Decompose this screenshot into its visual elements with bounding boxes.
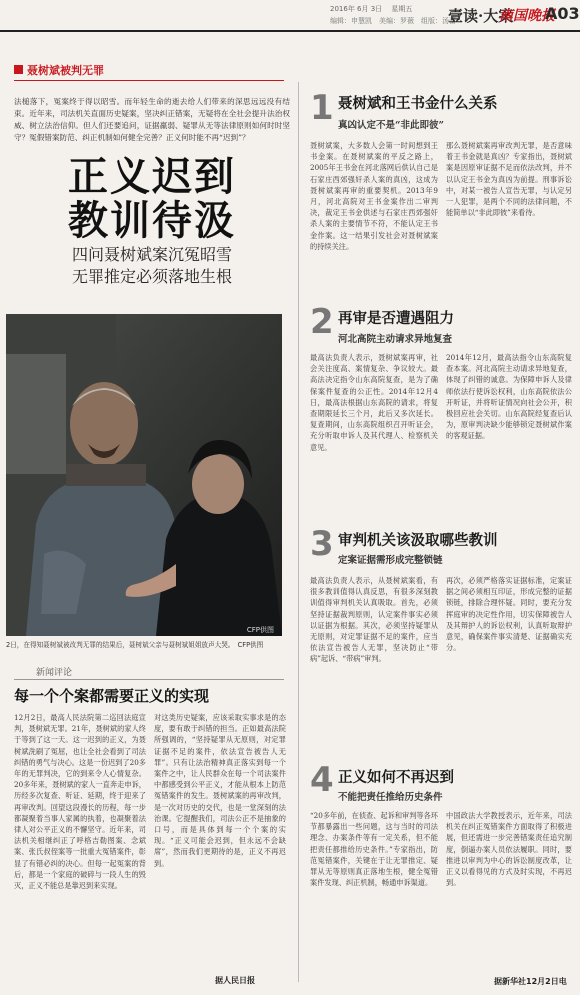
sub-headline bbox=[0, 244, 304, 288]
section-name: 壹读·大案 bbox=[448, 7, 514, 25]
section-4-column-2: 中国政法大学教授表示，近年来，司法机关在纠正冤错案件方面取得了积极进展，但还需进一步完善错案责任追究制度，倒逼办案人员依法履职。同时，要推进以审判为中心的诉讼制度改革，让正义以看得见的方式及时实现，不再迟到。 bbox=[446, 811, 572, 888]
commentary-tag bbox=[14, 665, 284, 680]
column-divider bbox=[298, 82, 299, 982]
topic-square-icon bbox=[14, 65, 23, 74]
section-4-title: 正义如何不再迟到 bbox=[338, 769, 454, 786]
editor-credits: 编辑：申慧凯 美编：罗薇 组版：汤蕾 bbox=[330, 17, 456, 25]
section-2-title: 再审是否遭遇阻力 bbox=[338, 310, 454, 327]
section-4-source: 据新华社12月2日电 bbox=[494, 977, 567, 986]
headline-line-2: 教训待汲 bbox=[68, 197, 236, 244]
section-3-number: 3 bbox=[310, 524, 334, 564]
topic-label: 聂树斌被判无罪 bbox=[27, 64, 104, 77]
commentary-source: 据人民日报 bbox=[215, 976, 255, 985]
section-2-number: 2 bbox=[310, 302, 334, 342]
section-2-subtitle: 河北高院主动请求异地复查 bbox=[338, 334, 453, 345]
news-photo bbox=[6, 314, 282, 636]
section-3-column-2: 再次，必须严格落实证据标准，定案证据之间必须相互印证，形成完整的证据锁链，排除合理怀疑。同时，要充分发挥庭审的决定性作用，切实保障被告人及其辩护人的诉讼权利，认真听取辩护意见，确保案件事实清楚、证据确实充分。 bbox=[446, 576, 572, 653]
commentary-column-2: 对这类历史疑案，应该采取实事求是的态度，要有敢于纠错的担当。正如最高法院所强调的，“坚持疑罪从无原则，对定罪证据不足的案件，依法宣告被告人无罪”。只有让法治精神真正落实到每一个案件之中，让人民群众在每一个司法案件中都感受到公平正义，才能从根本上防范冤错案件的发生。聂树斌案的再审改判，是一次对历史的交代，也是一堂深刻的法治课。它提醒我们，司法公正不是抽象的口号，而是具体到每一个个案的实现。“正义可能会迟到，但永远不会缺席”，然而我们更期待的是，正义不再迟到。 bbox=[154, 713, 286, 868]
section-1-number: 1 bbox=[310, 88, 334, 128]
lead-paragraph: 法槌落下，冤案终于得以昭雪。而年轻生命的逝去给人们带来的深思远远没有结束。近年来，司法机关直面历史疑案，坚决纠正错案，无疑将在全社会提升法治权威、树立法治信仰。但人们还要追问，证据羸弱、疑罪从无等法律原则如何时时坚守？冤假错案防范、纠正机制如何健全完善？正义何时能不再“迟到”？ bbox=[14, 97, 290, 142]
photo-caption: 2日，在得知聂树斌被改判无罪的结果后，聂树斌父亲与聂树斌姐姐放声大哭。 CFP供图 bbox=[6, 641, 264, 649]
section-4-subtitle: 不能把责任推给历史条件 bbox=[338, 792, 443, 803]
commentary-title: 每一个个案都需要正义的实现 bbox=[14, 687, 210, 705]
section-1-subtitle: 真凶认定不是“非此即彼” bbox=[338, 120, 444, 131]
commentary-tag-label: 新闻评论 bbox=[36, 668, 73, 678]
commentary-column-1: 12月2日，最高人民法院第二巡回法庭宣判，聂树斌无罪。21年，聂树斌的家人终于等到了这一天。这一迟到的正义，为聂树斌洗刷了冤屈，也让全社会看到了司法纠错的勇气与决心。这是一份迟到了20多年的无罪判决，它的到来令人心情复杂。20多年来，聂树斌的家人一直奔走申诉，历经多次复查、听证、延期，终于迎来了再审改判。回望这段漫长的历程，每一步都凝聚着当事人家属的执着，也凝聚着法律人对公平正义的不懈坚守。近年来，司法机关相继纠正了呼格吉勒图案、念斌案、张氏叔侄案等一批重大冤错案件，彰显了有错必纠的决心。但每一起冤案的背后，都是一个家庭的破碎与一段人生的毁灭，正义不能总是靠迟到来实现。 bbox=[14, 713, 146, 891]
section-3-subtitle: 定案证据需形成完整锁链 bbox=[338, 555, 443, 566]
newspaper-logo: 南国晚报 bbox=[499, 8, 555, 24]
section-4-number: 4 bbox=[310, 760, 334, 800]
photo-credit: CFP供图 bbox=[246, 626, 274, 634]
topic-bar bbox=[14, 62, 284, 81]
section-4-column-1: “20多年前，在侦查、起诉和审判等各环节都暴露出一些问题，这与当时的司法理念、办案条件等有一定关系，但不能把责任都推给历史条件。”专家指出，防范冤错案件，关键在于让无罪推定、疑罪从无等原则真正落地生根，健全冤错案件发现、纠正机制，畅通申诉渠道。 bbox=[310, 811, 438, 888]
subheadline-line-1: 四问聂树斌案沉冤昭雪 bbox=[71, 245, 232, 264]
section-3-column-1: 最高法负责人表示，从聂树斌案看，有很多教训值得认真反思，有很多深刻教训值得审判机关认真吸取。首先，必须坚持证据裁判原则，认定案件事实必须以证据为根据。其次，必须坚持疑罪从无原则，对定罪证据不足的案件，应当依法宣告被告人无罪，坚决防止“带病”起诉、“带病”审判。 bbox=[310, 576, 438, 664]
masthead bbox=[0, 0, 580, 32]
photo-illustration bbox=[6, 314, 282, 636]
section-2-column-1: 最高法负责人表示，聂树斌案再审，社会关注度高、案情复杂、争议较大。最高法决定指令山东高院复查，是为了确保案件复查的公正性。2014年12月4日，最高法根据山东高院的请求，将复查期限延长三个月，此后又多次延长。复查期间，山东高院组织召开听证会，充分听取申诉人及其代理人、检察机关意见。 bbox=[310, 353, 438, 452]
section-1-column-1: 聂树斌案，大多数人会第一时间想到王书金案。在聂树斌案的平反之路上，2005年王书金在河北落网后供认自己是石家庄西郊强奸杀人案的真凶，这成为聂树斌案再审的重要契机。2013年9月，河北高院对王书金案作出二审判决，裁定王书金供述与石家庄西郊强奸杀人案的主要情节不符，不能认定王书金作案。这一结果引发社会对聂树斌案的持续关注。 bbox=[310, 141, 438, 251]
section-1-column-2: 那么聂树斌案再审改判无罪，是否意味着王书金就是真凶？专家指出，聂树斌案是因原审证据不足而依法改判，并不以认定王书金为真凶为前提。刑事诉讼中，对某一被告人宣告无罪，与认定另一人犯罪，是两个不同的法律问题，不能简单以“非此即彼”来看待。 bbox=[446, 141, 572, 218]
main-headline bbox=[0, 155, 304, 243]
issue-date: 2016年 6月 3日 星期五 bbox=[330, 5, 413, 13]
page-number: A03 bbox=[545, 4, 580, 23]
section-2-column-2: 2014年12月，最高法指令山东高院复查本案。河北高院主动请求异地复查，体现了纠错的诚意。为保障申诉人及律师依法行使诉讼权利，山东高院依法公开听证，并将听证情况向社会公开，积极回应社会关切。山东高院经复查后认为，原审判决缺少能够锁定聂树斌作案的客观证据。 bbox=[446, 353, 572, 441]
subheadline-line-2: 无罪推定必须落地生根 bbox=[71, 267, 232, 286]
headline-line-1: 正义迟到 bbox=[68, 153, 236, 200]
section-3-title: 审判机关该汲取哪些教训 bbox=[338, 532, 498, 549]
section-1-title: 聂树斌和王书金什么关系 bbox=[338, 95, 498, 112]
